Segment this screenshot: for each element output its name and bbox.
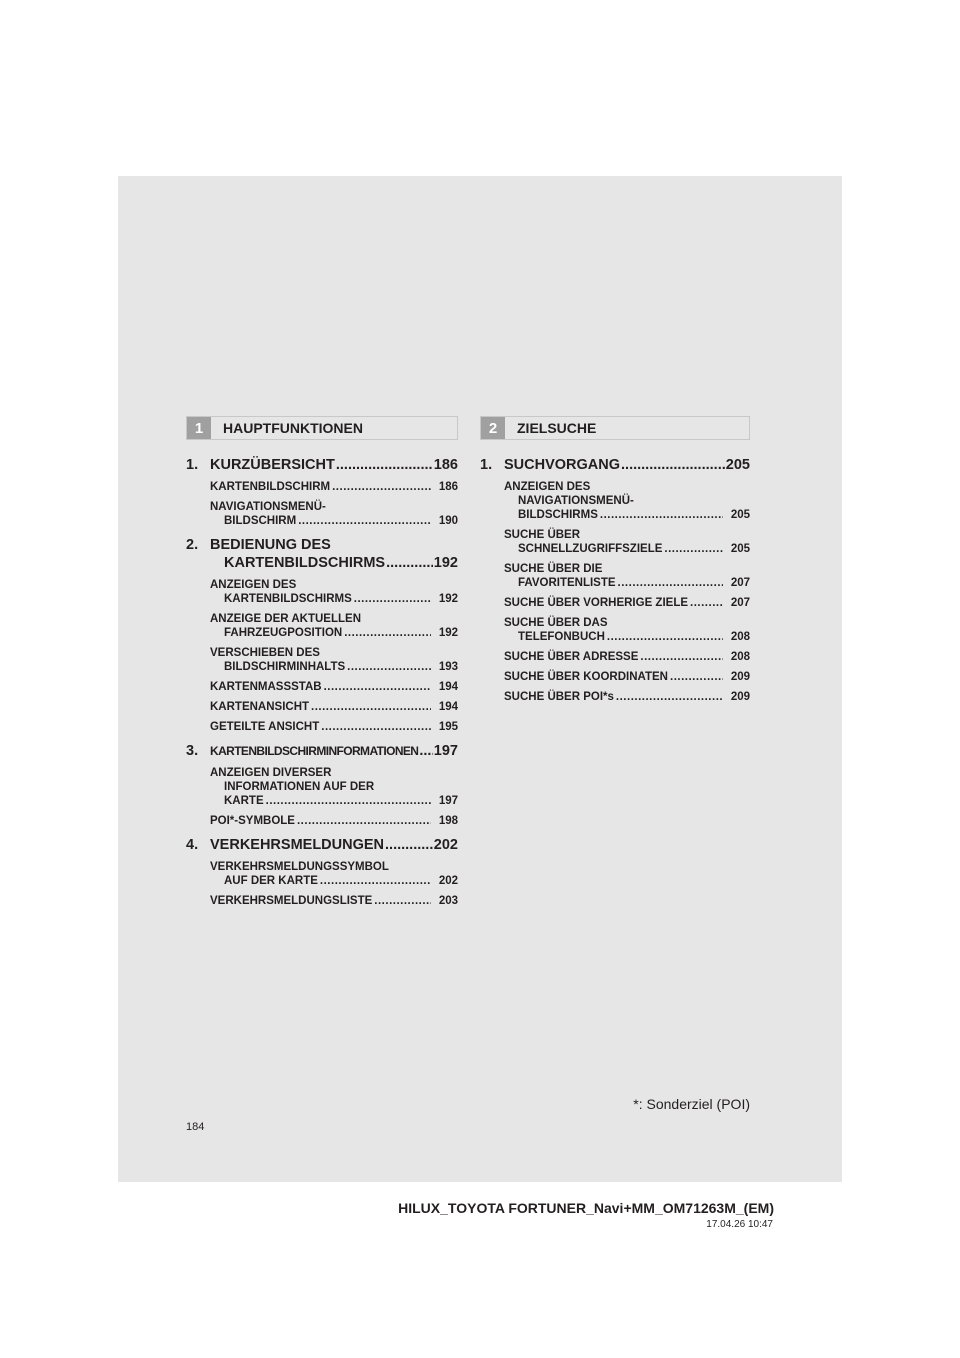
dot-leader xyxy=(354,592,431,606)
toc-entry-line: SUCHE ÜBER xyxy=(504,529,581,541)
toc-column-zielsuche xyxy=(480,452,750,710)
toc-entry-page: 194 xyxy=(438,701,458,713)
toc-chapter-number: 4. xyxy=(186,837,199,853)
toc-entry-line: VERKEHRSMELDUNGSLISTE xyxy=(210,895,373,907)
toc-chapter-page: 205 xyxy=(725,457,750,473)
toc-entry-line: TELEFONBUCH xyxy=(518,631,605,643)
document-timestamp: 17.04.26 10:47 xyxy=(706,1219,773,1230)
dot-leader xyxy=(616,690,723,704)
dot-leader xyxy=(266,794,431,808)
toc-chapter-page: 186 xyxy=(433,457,458,473)
toc-entry-list xyxy=(186,766,458,828)
toc-entry-line: BILDSCHIRMINHALTS xyxy=(224,661,346,673)
toc-entry[interactable] xyxy=(504,480,750,522)
toc-entry-last-line xyxy=(210,794,458,808)
toc-entry-page: 207 xyxy=(730,577,750,589)
toc-entry-last-line xyxy=(504,542,750,556)
toc-entry-line: GETEILTE ANSICHT xyxy=(210,721,320,733)
toc-entry-line: ANZEIGEN DES xyxy=(210,579,297,591)
dot-leader xyxy=(311,700,431,714)
toc-chapter-number: 1. xyxy=(480,457,493,473)
toc-entry-line: KARTENANSICHT xyxy=(210,701,310,713)
toc-chapter xyxy=(186,836,458,908)
toc-entry-page: 205 xyxy=(730,543,750,555)
toc-chapter-page: 192 xyxy=(433,555,458,571)
toc-entry-page: 209 xyxy=(730,691,750,703)
dot-leader xyxy=(324,680,431,694)
toc-entry-last-line xyxy=(210,700,458,714)
toc-chapter-row[interactable] xyxy=(186,456,458,474)
toc-chapter-page: 202 xyxy=(433,837,458,853)
toc-column-hauptfunktionen xyxy=(186,452,458,914)
dot-leader xyxy=(640,650,722,664)
toc-entry-line: BILDSCHIRMS xyxy=(518,509,598,521)
toc-entry-page: 195 xyxy=(438,721,458,733)
toc-chapter-title: KURZÜBERSICHT xyxy=(210,457,335,473)
toc-chapter-number: 3. xyxy=(186,743,199,759)
dot-leader xyxy=(374,894,431,908)
toc-entry-line: ANZEIGE DER AKTUELLEN xyxy=(210,613,361,625)
toc-entry-last-line xyxy=(210,626,458,640)
toc-entry-last-line xyxy=(504,596,750,610)
toc-chapter-row-cont[interactable] xyxy=(186,554,458,572)
toc-entry-page: 207 xyxy=(730,597,750,609)
toc-entry-page: 197 xyxy=(438,795,458,807)
page-number: 184 xyxy=(186,1121,205,1133)
toc-entry-line: BILDSCHIRM xyxy=(224,515,297,527)
toc-entry-line: NAVIGATIONSMENÜ- xyxy=(518,495,634,507)
toc-entry-line: SUCHE ÜBER VORHERIGE ZIELE xyxy=(504,597,689,609)
toc-chapter-title: VERKEHRSMELDUNGEN xyxy=(210,837,385,853)
toc-entry-page: 190 xyxy=(438,515,458,527)
toc-entry-page: 194 xyxy=(438,681,458,693)
toc-entry-line: SUCHE ÜBER POI*s xyxy=(504,691,614,703)
toc-entry[interactable] xyxy=(504,650,750,664)
toc-entry[interactable] xyxy=(504,616,750,644)
dot-leader xyxy=(386,554,433,572)
toc-entry-last-line xyxy=(210,592,458,606)
dot-leader xyxy=(618,576,723,590)
toc-chapter-title-cont: KARTENBILDSCHIRMS xyxy=(224,555,386,571)
toc-entry-last-line xyxy=(504,508,750,522)
toc-chapter xyxy=(186,536,458,734)
toc-entry[interactable] xyxy=(210,766,458,808)
toc-entry-page: 208 xyxy=(730,631,750,643)
toc-entry-line: FAVORITENLISTE xyxy=(518,577,616,589)
toc-entry[interactable] xyxy=(210,720,458,734)
footnote: *: Sonderziel (POI) xyxy=(633,1096,750,1112)
toc-entry-line: POI*-SYMBOLE xyxy=(210,815,295,827)
toc-entry-page: 186 xyxy=(438,481,458,493)
toc-entry-page: 205 xyxy=(730,509,750,521)
toc-entry-page: 192 xyxy=(438,593,458,605)
toc-entry-last-line xyxy=(210,514,458,528)
toc-entry[interactable] xyxy=(210,578,458,606)
toc-entry-last-line xyxy=(504,630,750,644)
toc-entry-last-line xyxy=(210,480,458,494)
toc-chapter-title: KARTENBILDSCHIRMINFORMATIONEN xyxy=(210,744,419,758)
toc-entry[interactable] xyxy=(210,814,458,828)
dot-leader xyxy=(336,456,433,474)
toc-entry-page: 209 xyxy=(730,671,750,683)
toc-entry-line: VERSCHIEBEN DES xyxy=(210,647,320,659)
toc-entry-line: SUCHE ÜBER ADRESSE xyxy=(504,651,639,663)
dot-leader xyxy=(600,508,723,522)
dot-leader xyxy=(332,480,431,494)
toc-entry[interactable] xyxy=(504,690,750,704)
toc-chapter-number: 2. xyxy=(186,537,199,553)
toc-chapter-row[interactable] xyxy=(186,536,458,554)
section-header-hauptfunktionen xyxy=(186,416,458,440)
dot-leader xyxy=(664,542,722,556)
toc-entry[interactable] xyxy=(210,700,458,714)
document-id: HILUX_TOYOTA FORTUNER_Navi+MM_OM71263M_(EM) xyxy=(398,1200,774,1216)
toc-entry-last-line xyxy=(210,660,458,674)
toc-chapter-title: BEDIENUNG DES xyxy=(210,537,331,553)
toc-chapter-number: 1. xyxy=(186,457,199,473)
toc-entry-line: ANZEIGEN DIVERSER xyxy=(210,767,332,779)
toc-entry-last-line xyxy=(504,650,750,664)
toc-entry[interactable] xyxy=(504,528,750,556)
section-header-zielsuche xyxy=(480,416,750,440)
toc-entry[interactable] xyxy=(504,670,750,684)
dot-leader xyxy=(297,814,431,828)
toc-entry-page: 203 xyxy=(438,895,458,907)
toc-entry-list xyxy=(186,860,458,908)
toc-chapter-row[interactable] xyxy=(480,456,750,474)
section-number-badge: 1 xyxy=(187,417,211,439)
toc-entry-list xyxy=(186,578,458,734)
toc-entry-line: VERKEHRSMELDUNGSSYMBOL xyxy=(210,861,389,873)
toc-entry-list xyxy=(480,480,750,704)
toc-chapter xyxy=(186,456,458,528)
toc-entry-last-line xyxy=(210,874,458,888)
toc-entry-last-line xyxy=(210,894,458,908)
toc-entry-line: KARTENBILDSCHIRM xyxy=(210,481,331,493)
toc-entry-line: SUCHE ÜBER DAS xyxy=(504,617,608,629)
toc-entry-line: FAHRZEUGPOSITION xyxy=(224,627,343,639)
section-title: ZIELSUCHE xyxy=(517,420,597,436)
toc-entry-page: 202 xyxy=(438,875,458,887)
toc-entry[interactable] xyxy=(210,646,458,674)
toc-entry-last-line xyxy=(210,720,458,734)
dot-leader xyxy=(670,670,723,684)
toc-entry-line: NAVIGATIONSMENÜ- xyxy=(210,501,326,513)
toc-chapter xyxy=(186,742,458,828)
dot-leader xyxy=(621,456,725,474)
toc-chapter-page: 197 xyxy=(433,743,458,759)
toc-entry[interactable] xyxy=(504,596,750,610)
toc-entry-last-line xyxy=(210,680,458,694)
toc-entry-last-line xyxy=(504,670,750,684)
toc-entry-line: ANZEIGEN DES xyxy=(504,481,591,493)
toc-entry-line: SUCHE ÜBER DIE xyxy=(504,563,603,575)
toc-entry[interactable] xyxy=(504,562,750,590)
toc-entry[interactable] xyxy=(210,612,458,640)
toc-chapter-row[interactable] xyxy=(186,742,458,760)
toc-entry-last-line xyxy=(210,814,458,828)
toc-entry[interactable] xyxy=(210,680,458,694)
toc-entry-line: KARTENMASSSTAB xyxy=(210,681,322,693)
toc-entry[interactable] xyxy=(210,480,458,494)
dot-leader xyxy=(385,836,433,854)
dot-leader xyxy=(419,742,432,760)
toc-chapter-row[interactable] xyxy=(186,836,458,854)
dot-leader xyxy=(607,630,723,644)
toc-entry-page: 193 xyxy=(438,661,458,673)
toc-entry-last-line xyxy=(504,576,750,590)
toc-entry-line: KARTE xyxy=(224,795,264,807)
dot-leader xyxy=(320,874,431,888)
toc-entry-line: AUF DER KARTE xyxy=(224,875,318,887)
toc-entry[interactable] xyxy=(210,894,458,908)
dot-leader xyxy=(298,514,431,528)
toc-entry-page: 198 xyxy=(438,815,458,827)
dot-leader xyxy=(347,660,431,674)
toc-entry[interactable] xyxy=(210,860,458,888)
toc-chapter xyxy=(480,456,750,704)
toc-entry-list xyxy=(186,480,458,528)
section-number-badge: 2 xyxy=(481,417,505,439)
toc-entry[interactable] xyxy=(210,500,458,528)
toc-chapter-title: SUCHVORGANG xyxy=(504,457,621,473)
section-title: HAUPTFUNKTIONEN xyxy=(223,420,363,436)
toc-entry-page: 208 xyxy=(730,651,750,663)
toc-entry-line: SCHNELLZUGRIFFSZIELE xyxy=(518,543,663,555)
toc-entry-line: SUCHE ÜBER KOORDINATEN xyxy=(504,671,668,683)
toc-entry-page: 192 xyxy=(438,627,458,639)
toc-entry-line: KARTENBILDSCHIRMS xyxy=(224,593,352,605)
toc-entry-line: INFORMATIONEN AUF DER xyxy=(224,781,375,793)
toc-entry-last-line xyxy=(504,690,750,704)
dot-leader xyxy=(344,626,431,640)
dot-leader xyxy=(690,596,723,610)
dot-leader xyxy=(321,720,431,734)
